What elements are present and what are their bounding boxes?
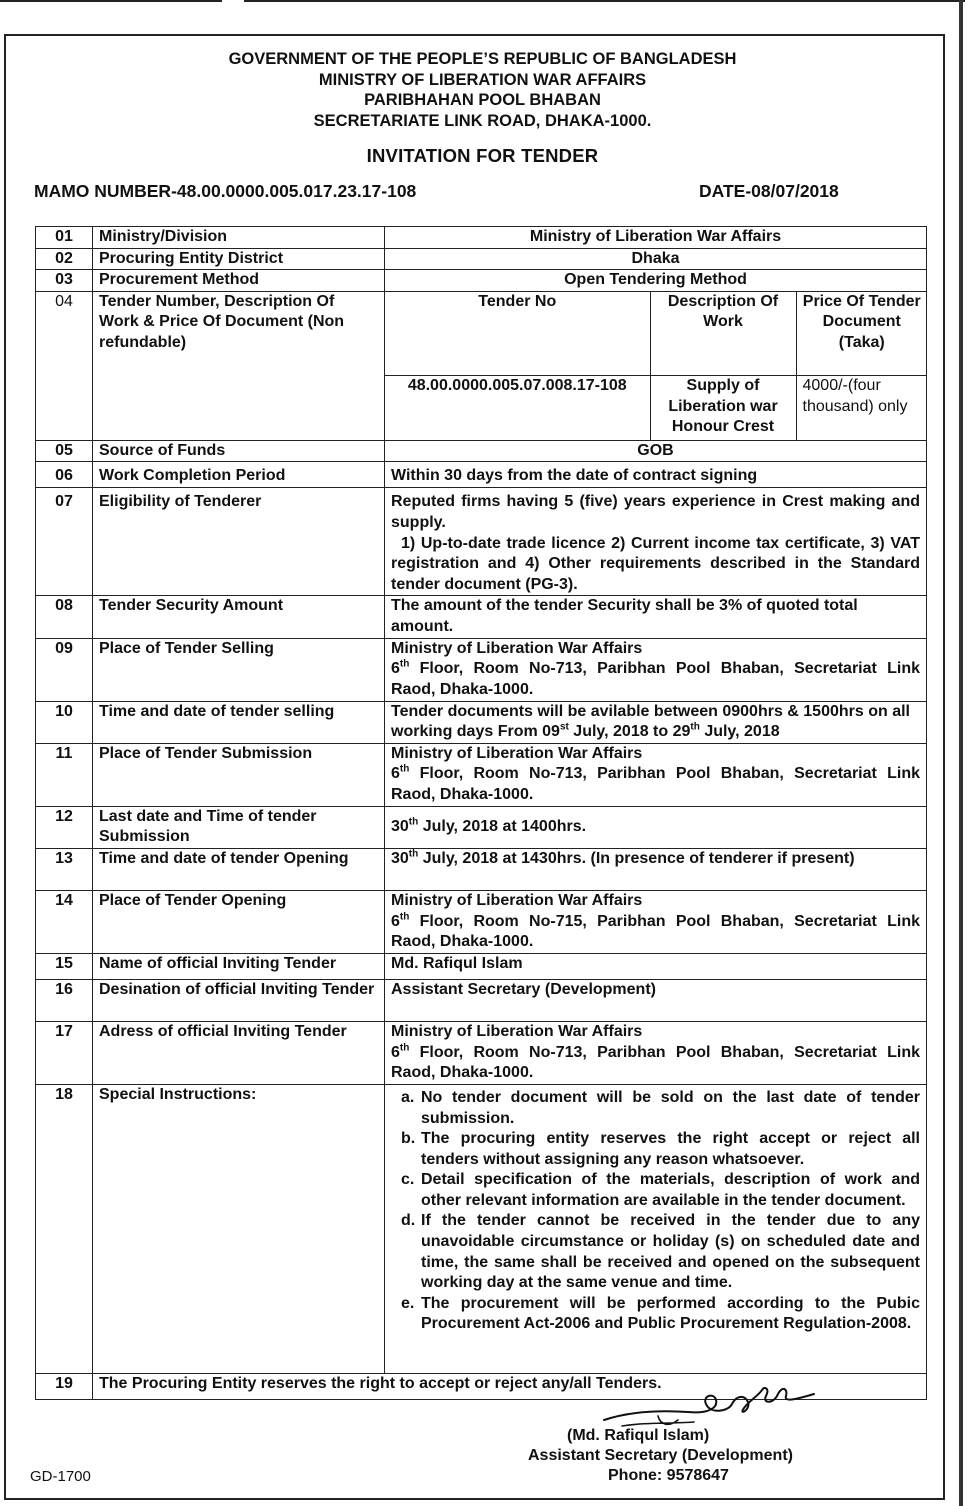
row-label: Place of Tender Selling: [93, 638, 385, 701]
address-line: [391, 912, 920, 953]
col-header-description: Description Of Work: [650, 292, 796, 376]
day: 30: [391, 818, 409, 836]
row-number: 10: [36, 701, 93, 743]
table-row: [36, 806, 927, 848]
row-label: Name of official Inviting Tender: [93, 953, 385, 979]
ordinal-suffix: st: [559, 721, 569, 733]
row-label: Work Completion Period: [93, 462, 385, 488]
floor-address: Floor, Room No-713, Paribhan Pool Bhaban, Secretariat Link Raod, Dhaka-1000.: [391, 765, 920, 803]
row-number: 03: [36, 270, 93, 292]
address-line: Ministry of Liberation War Affairs: [391, 1022, 643, 1040]
table-row: [36, 638, 927, 701]
row-label: Source of Funds: [93, 440, 385, 462]
list-marker: c.: [401, 1171, 415, 1189]
memo-number: MAMO NUMBER-48.00.0000.005.017.23.17-108: [34, 181, 417, 201]
list-marker: e.: [401, 1294, 415, 1312]
row-number: 09: [36, 638, 93, 701]
row-number: 02: [36, 248, 93, 270]
list-text: If the tender cannot be received in the tender due to any unavoidable circumstance or holiday (s) on scheduled date and time, the same shall be received and opened on the subsequent working day at the same venue and time.: [421, 1212, 920, 1292]
row-number: 15: [36, 953, 93, 979]
list-item: [401, 1129, 920, 1170]
table-row: [36, 227, 927, 249]
closing-statement: The Procuring Entity reserves the right to accept or reject any/all Tenders.: [93, 1373, 927, 1399]
row-number: 05: [36, 440, 93, 462]
document-title: INVITATION FOR TENDER: [366, 145, 599, 166]
row-number: 19: [36, 1373, 93, 1399]
list-item: [401, 1170, 920, 1211]
memo-date: DATE-08/07/2018: [699, 181, 839, 201]
address-line: [391, 659, 920, 700]
row-label: Special Instructions:: [93, 1084, 385, 1373]
row-value: The amount of the tender Security shall be 3% of quoted total amount.: [385, 596, 927, 638]
address-line: [391, 1043, 920, 1084]
row-number: 07: [36, 488, 93, 596]
table-row: [36, 979, 927, 1021]
row-label: Desination of official Inviting Tender: [93, 979, 385, 1021]
row-value: Assistant Secretary (Development): [385, 979, 927, 1021]
selling-time-text: Tender documents will be avilable between 0900hrs & 1500hrs on all working days From 09: [391, 702, 910, 741]
opening-date-cell: [385, 848, 927, 890]
row-label: Time and date of tender Opening: [93, 848, 385, 890]
list-marker: b.: [401, 1130, 416, 1148]
eligibility-requirements: 1) Up-to-date trade licence 2) Current income tax certificate, 3) VAT registration and 4) Other requirements described in the Standard tender document (PG-3).: [391, 534, 920, 593]
row-label: Place of Tender Submission: [93, 743, 385, 806]
scan-edge-line: [244, 0, 965, 2]
table-row: [36, 743, 927, 806]
selling-time-cell: [385, 701, 927, 743]
address-cell: [385, 638, 927, 701]
row-value: Dhaka: [385, 248, 927, 270]
row-number: 17: [36, 1021, 93, 1084]
floor-number: 6: [391, 765, 400, 783]
list-marker: a.: [401, 1088, 415, 1106]
header-ministry: MINISTRY OF LIBERATION WAR AFFAIRS: [318, 70, 647, 89]
tender-table: [35, 226, 927, 1400]
list-item: [401, 1294, 920, 1335]
list-marker: d.: [401, 1212, 416, 1230]
list-item: [401, 1088, 920, 1129]
address-line: Ministry of Liberation War Affairs: [391, 639, 643, 657]
table-row: [36, 270, 927, 292]
row-number: 04: [36, 291, 93, 440]
table-row: [36, 440, 927, 462]
list-text: No tender document will be sold on the last date of tender submission.: [421, 1088, 920, 1127]
scan-edge-right: [959, 0, 963, 1506]
table-row: [36, 291, 927, 440]
date-text: July, 2018 at 1430hrs. (In presence of tenderer if present): [422, 849, 855, 867]
ordinal-suffix: th: [408, 816, 419, 828]
row-label: Tender Number, Description Of Work & Price Of Document (Non refundable): [93, 291, 385, 440]
row-label: Ministry/Division: [93, 227, 385, 249]
address-line: [391, 764, 920, 805]
address-cell: [385, 890, 927, 953]
table-row: [36, 248, 927, 270]
day: 30: [391, 849, 409, 867]
signatory-title: Assistant Secretary (Development): [528, 1447, 793, 1464]
special-instructions-cell: [385, 1084, 927, 1373]
table-row: [36, 596, 927, 638]
ordinal-suffix: th: [399, 1042, 410, 1054]
address-cell: [385, 1021, 927, 1084]
row-label: Tender Security Amount: [93, 596, 385, 638]
ordinal-suffix: th: [408, 848, 419, 860]
submission-date-cell: [385, 806, 927, 848]
tender-details-table: [385, 292, 927, 440]
signatory-phone: Phone: 9578647: [608, 1467, 729, 1484]
table-row: [36, 953, 927, 979]
header-address: SECRETARIATE LINK ROAD, DHAKA-1000.: [313, 111, 652, 130]
address-line: Ministry of Liberation War Affairs: [391, 891, 643, 909]
header-government: GOVERNMENT OF THE PEOPLE’S REPUBLIC OF BANGLADESH: [228, 50, 737, 68]
table-row: [36, 701, 927, 743]
table-row: [36, 848, 927, 890]
row-number: 13: [36, 848, 93, 890]
row-label: Procurement Method: [93, 270, 385, 292]
row-value: Ministry of Liberation War Affairs: [385, 227, 927, 249]
table-row: [36, 462, 927, 488]
header-building: PARIBHAHAN POOL BHABAN: [364, 91, 601, 109]
list-text: Detail specification of the materials, description of work and other relevant information are available in the tender document.: [421, 1171, 920, 1209]
ordinal-suffix: th: [399, 911, 410, 923]
special-instructions-list: [401, 1088, 920, 1335]
table-row: [36, 890, 927, 953]
tender-number: 48.00.0000.005.07.008.17-108: [385, 376, 650, 440]
row-label: Place of Tender Opening: [93, 890, 385, 953]
list-text: The procurement will be performed according to the Pubic Procurement Act-2006 and Public Procurement Regulation-2008.: [421, 1294, 920, 1333]
floor-address: Floor, Room No-713, Paribhan Pool Bhaban, Secretariat Link Raod, Dhaka-1000.: [391, 660, 920, 698]
col-header-tender-no: Tender No: [385, 292, 650, 376]
row-number: 18: [36, 1084, 93, 1373]
ordinal-suffix: th: [399, 658, 410, 670]
selling-time-text: July, 2018 to 29: [573, 723, 691, 741]
table-row: [36, 1084, 927, 1373]
floor-address: Floor, Room No-713, Paribhan Pool Bhaban, Secretariat Link Raod, Dhaka-1000.: [391, 1043, 920, 1082]
row-value: Within 30 days from the date of contract signing: [385, 462, 927, 488]
ordinal-suffix: th: [690, 721, 700, 733]
floor-number: 6: [391, 1043, 400, 1061]
row-label: Procuring Entity District: [93, 248, 385, 270]
row-value: GOB: [385, 440, 927, 462]
row-number: 16: [36, 979, 93, 1021]
row-value: Md. Rafiqul Islam: [385, 953, 927, 979]
row-number: 14: [36, 890, 93, 953]
row-number: 12: [36, 806, 93, 848]
row-label: Adress of official Inviting Tender: [93, 1021, 385, 1084]
address-cell: [385, 743, 927, 806]
signatory-name: (Md. Rafiqul Islam): [567, 1427, 710, 1444]
row-label: Eligibility of Tenderer: [93, 488, 385, 596]
date-text: July, 2018 at 1400hrs.: [422, 818, 587, 836]
row-number: 08: [36, 596, 93, 638]
scan-edge-line: [0, 0, 222, 2]
table-row: [36, 1021, 927, 1084]
row-number: 01: [36, 227, 93, 249]
row-label: Time and date of tender selling: [93, 701, 385, 743]
selling-time-text: July, 2018: [704, 723, 780, 741]
row-value: Open Tendering Method: [385, 270, 927, 292]
row-number: 11: [36, 743, 93, 806]
tender-details-cell: [385, 291, 927, 440]
table-row: [36, 488, 927, 596]
eligibility-text: Reputed firms having 5 (five) years experience in Crest making and supply.: [391, 493, 920, 531]
address-line: Ministry of Liberation War Affairs: [391, 744, 643, 762]
floor-address: Floor, Room No-715, Paribhan Pool Bhaban, Secretariat Link Raod, Dhaka-1000.: [391, 912, 920, 951]
ordinal-suffix: th: [399, 763, 410, 775]
letterhead: [0, 49, 965, 131]
list-text: The procuring entity reserves the right accept or reject all tenders without assigning any reason whatsoever.: [421, 1130, 920, 1168]
footer-code: GD-1700: [30, 1468, 91, 1485]
row-label: Last date and Time of tender Submission: [93, 806, 385, 848]
document-price: 4000/-(four thousand) only: [796, 376, 927, 440]
floor-number: 6: [391, 912, 400, 930]
floor-number: 6: [391, 660, 400, 678]
col-header-price: Price Of Tender Document (Taka): [796, 292, 927, 376]
eligibility-cell: [385, 488, 927, 596]
list-item: [401, 1211, 920, 1293]
work-description: Supply of Liberation war Honour Crest: [650, 376, 796, 440]
row-number: 06: [36, 462, 93, 488]
